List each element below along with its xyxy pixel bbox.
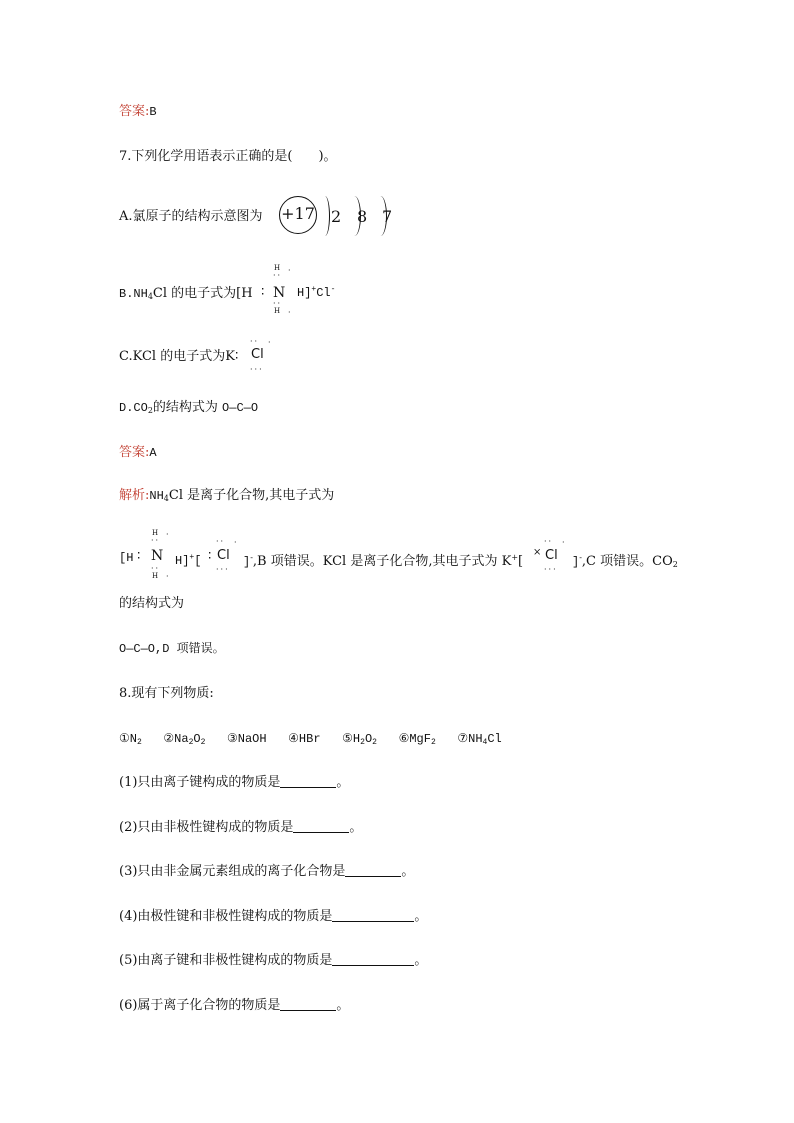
analysis-nh4-tail — [175, 549, 201, 570]
analysis-minus: - — [250, 553, 253, 562]
analysis-n-atom: N — [151, 548, 164, 564]
item-1-text: (1)只由离子键构成的物质是 — [119, 775, 281, 790]
analysis-cl-dots-top: ·· — [216, 537, 226, 546]
substance-1: $①N_2$ — [119, 732, 142, 747]
analysis-cl-dot-rt: · — [234, 538, 237, 547]
analysis-kcl-cl: Cl — [545, 548, 558, 563]
question-8-item-1 — [119, 774, 349, 792]
analysis-dot-rb: · — [166, 572, 169, 581]
dot-right-top: · — [288, 266, 291, 275]
cl-dot-right-top: · — [268, 338, 271, 347]
analysis-sub: 4 — [163, 494, 169, 503]
analysis-h-open: [H — [119, 551, 134, 565]
analysis-kcl-dots-top: ·· — [544, 537, 554, 546]
item-6-end: 。 — [336, 998, 350, 1013]
analysis-nh: NH — [149, 489, 164, 503]
shell-arc-1 — [320, 196, 330, 236]
analysis-bracket-close: ] — [243, 555, 251, 569]
question-8-item-5 — [119, 952, 427, 970]
analysis-text-3: ,C 项错误。CO — [581, 554, 673, 569]
minus-charge: - — [330, 285, 336, 294]
analysis-cl-atom: Cl — [217, 548, 230, 563]
question-8-item-6 — [119, 997, 349, 1015]
answer-value: B — [149, 105, 157, 119]
answer-blank-4[interactable] — [332, 909, 414, 922]
analysis-bracket-close-2: ] — [572, 555, 580, 569]
option-d — [119, 399, 258, 420]
analysis-line-4 — [119, 640, 225, 658]
answer-blank-3[interactable] — [345, 864, 401, 877]
option-d-prefix: D.CO — [119, 401, 148, 415]
h-bottom: H — [274, 307, 281, 315]
question-8-stem — [119, 685, 214, 703]
cl-dots-bottom: ··· — [250, 365, 264, 374]
answer-label: 答案: — [119, 104, 150, 119]
analysis-line-2-text: ]-,B 项错误。KCl 是离子化合物,其电子式为 K+[ — [243, 553, 524, 569]
analysis-cl-dots-bottom: ··· — [216, 565, 230, 574]
analysis-text-1: Cl 是离子化合物,其电子式为 — [168, 488, 335, 503]
question-7-end: )。 — [318, 149, 337, 164]
item-3-end: 。 — [401, 864, 415, 879]
analysis-cross: × — [533, 547, 542, 558]
plus-charge: + — [311, 285, 317, 294]
answer-blank-1[interactable] — [280, 775, 336, 788]
analysis-dots-bottom: ·· — [151, 564, 161, 573]
analysis-bracket: [ — [194, 554, 202, 568]
cl-dots-top: ·· — [250, 337, 260, 346]
substance-6: ⑥MgF$_2$ — [398, 732, 436, 747]
answer-line-q6 — [119, 103, 157, 121]
answer-value-q7: A — [149, 446, 157, 460]
dot-right-bottom: · — [288, 308, 291, 317]
answer-blank-2[interactable] — [293, 820, 349, 833]
h-top: H — [274, 264, 281, 272]
item-4-end: 。 — [414, 909, 428, 924]
question-8-item-4 — [119, 908, 427, 926]
item-6-text: (6)属于离子化合物的物质是 — [119, 998, 281, 1013]
item-3-text: (3)只由非金属元素组成的离子化合物是 — [119, 864, 346, 879]
dots-bottom: ·· — [273, 299, 283, 308]
analysis-text-2: ,B 项错误。KCl 是离子化合物,其电子式为 K — [252, 554, 512, 569]
item-2-end: 。 — [349, 820, 363, 835]
analysis-h-bottom: H — [152, 572, 159, 580]
analysis-line-1 — [119, 487, 334, 508]
substance-3: ③NaOH — [227, 732, 267, 746]
analysis-text-4: 的结构式为 — [119, 596, 185, 611]
option-b — [119, 285, 253, 306]
nucleus-charge: +17 — [281, 204, 315, 223]
option-b-prefix: B.NH — [119, 287, 148, 301]
analysis-colon-1: ∶ — [137, 549, 141, 564]
option-a-text: A.氯原子的结构示意图为 — [119, 209, 263, 224]
question-7-text: 7.下列化学用语表示正确的是( — [119, 149, 293, 164]
analysis-h-top: H — [152, 529, 159, 537]
option-d-sub: 2 — [147, 406, 153, 415]
substance-2: $②Na_2O_2$ — [163, 732, 206, 747]
question-8-item-3 — [119, 863, 414, 881]
analysis-label: 解析: — [119, 488, 150, 503]
substance-list — [119, 730, 502, 752]
analysis-line-2-end: ]-,C 项错误。$CO_2$ — [572, 553, 678, 569]
substance-5: $⑤H_2O_2$ — [342, 732, 377, 747]
option-d-text: 的结构式为 — [152, 400, 223, 415]
analysis-h-close: H] — [175, 554, 190, 568]
item-4-text: (4)由极性键和非极性键构成的物质是 — [119, 909, 333, 924]
co2-formula: O—C—O — [222, 401, 259, 415]
colon-symbol-c: ∶ — [234, 349, 239, 364]
analysis-kcl-dots-bottom: ··· — [544, 565, 558, 574]
cl-ion: Cl — [316, 286, 331, 300]
cl-atom: Cl — [251, 347, 264, 362]
option-b-tail — [297, 285, 335, 300]
answer-blank-6[interactable] — [280, 998, 336, 1011]
n-atom: N — [273, 285, 286, 301]
item-1-end: 。 — [336, 775, 350, 790]
analysis-dot-rt: · — [166, 530, 169, 539]
analysis-text-5: O—C—O,D 项错误。 — [119, 642, 225, 656]
item-2-text: (2)只由非极性键构成的物质是 — [119, 820, 294, 835]
substance-7: $⑦NH_4Cl$ — [457, 732, 502, 747]
item-5-end: 。 — [414, 953, 428, 968]
analysis-plus: + — [189, 553, 195, 562]
dots-top: ·· — [273, 271, 283, 280]
colon-symbol: ∶ — [261, 285, 265, 300]
analysis-co2-sub: 2 — [672, 560, 678, 569]
option-b-text: Cl 的电子式为[H — [152, 286, 253, 301]
analysis-bracket-2: [ — [518, 554, 524, 569]
item-5-text: (5)由离子键和非极性键构成的物质是 — [119, 953, 333, 968]
option-c-text: C.KCl 的电子式为K — [119, 349, 235, 364]
shell-electrons-3: 7 — [382, 207, 393, 226]
option-b-sub: 4 — [147, 292, 153, 301]
option-c — [119, 348, 238, 366]
analysis-line-3 — [119, 595, 184, 613]
question-8-item-2 — [119, 819, 362, 837]
shell-electrons-2: 8 — [357, 207, 368, 226]
analysis-nh4-bracket-open — [119, 549, 133, 567]
analysis-colon-2: ∶ — [208, 549, 212, 564]
nh4-electron-formula — [261, 285, 264, 300]
answer-blank-5[interactable] — [332, 953, 414, 966]
substance-4: ④HBr — [288, 732, 321, 746]
answer-line-q7 — [119, 444, 157, 462]
shell-electrons-1: 2 — [331, 207, 342, 226]
h-bracket: H] — [297, 286, 312, 300]
option-a — [119, 208, 263, 226]
analysis-dots-top: ·· — [151, 536, 161, 545]
analysis-kcl-dot-rt: · — [562, 538, 565, 547]
answer-label-q7: 答案: — [119, 445, 150, 460]
question-8-text: 8.现有下列物质: — [119, 686, 214, 701]
question-7-stem — [119, 148, 337, 166]
